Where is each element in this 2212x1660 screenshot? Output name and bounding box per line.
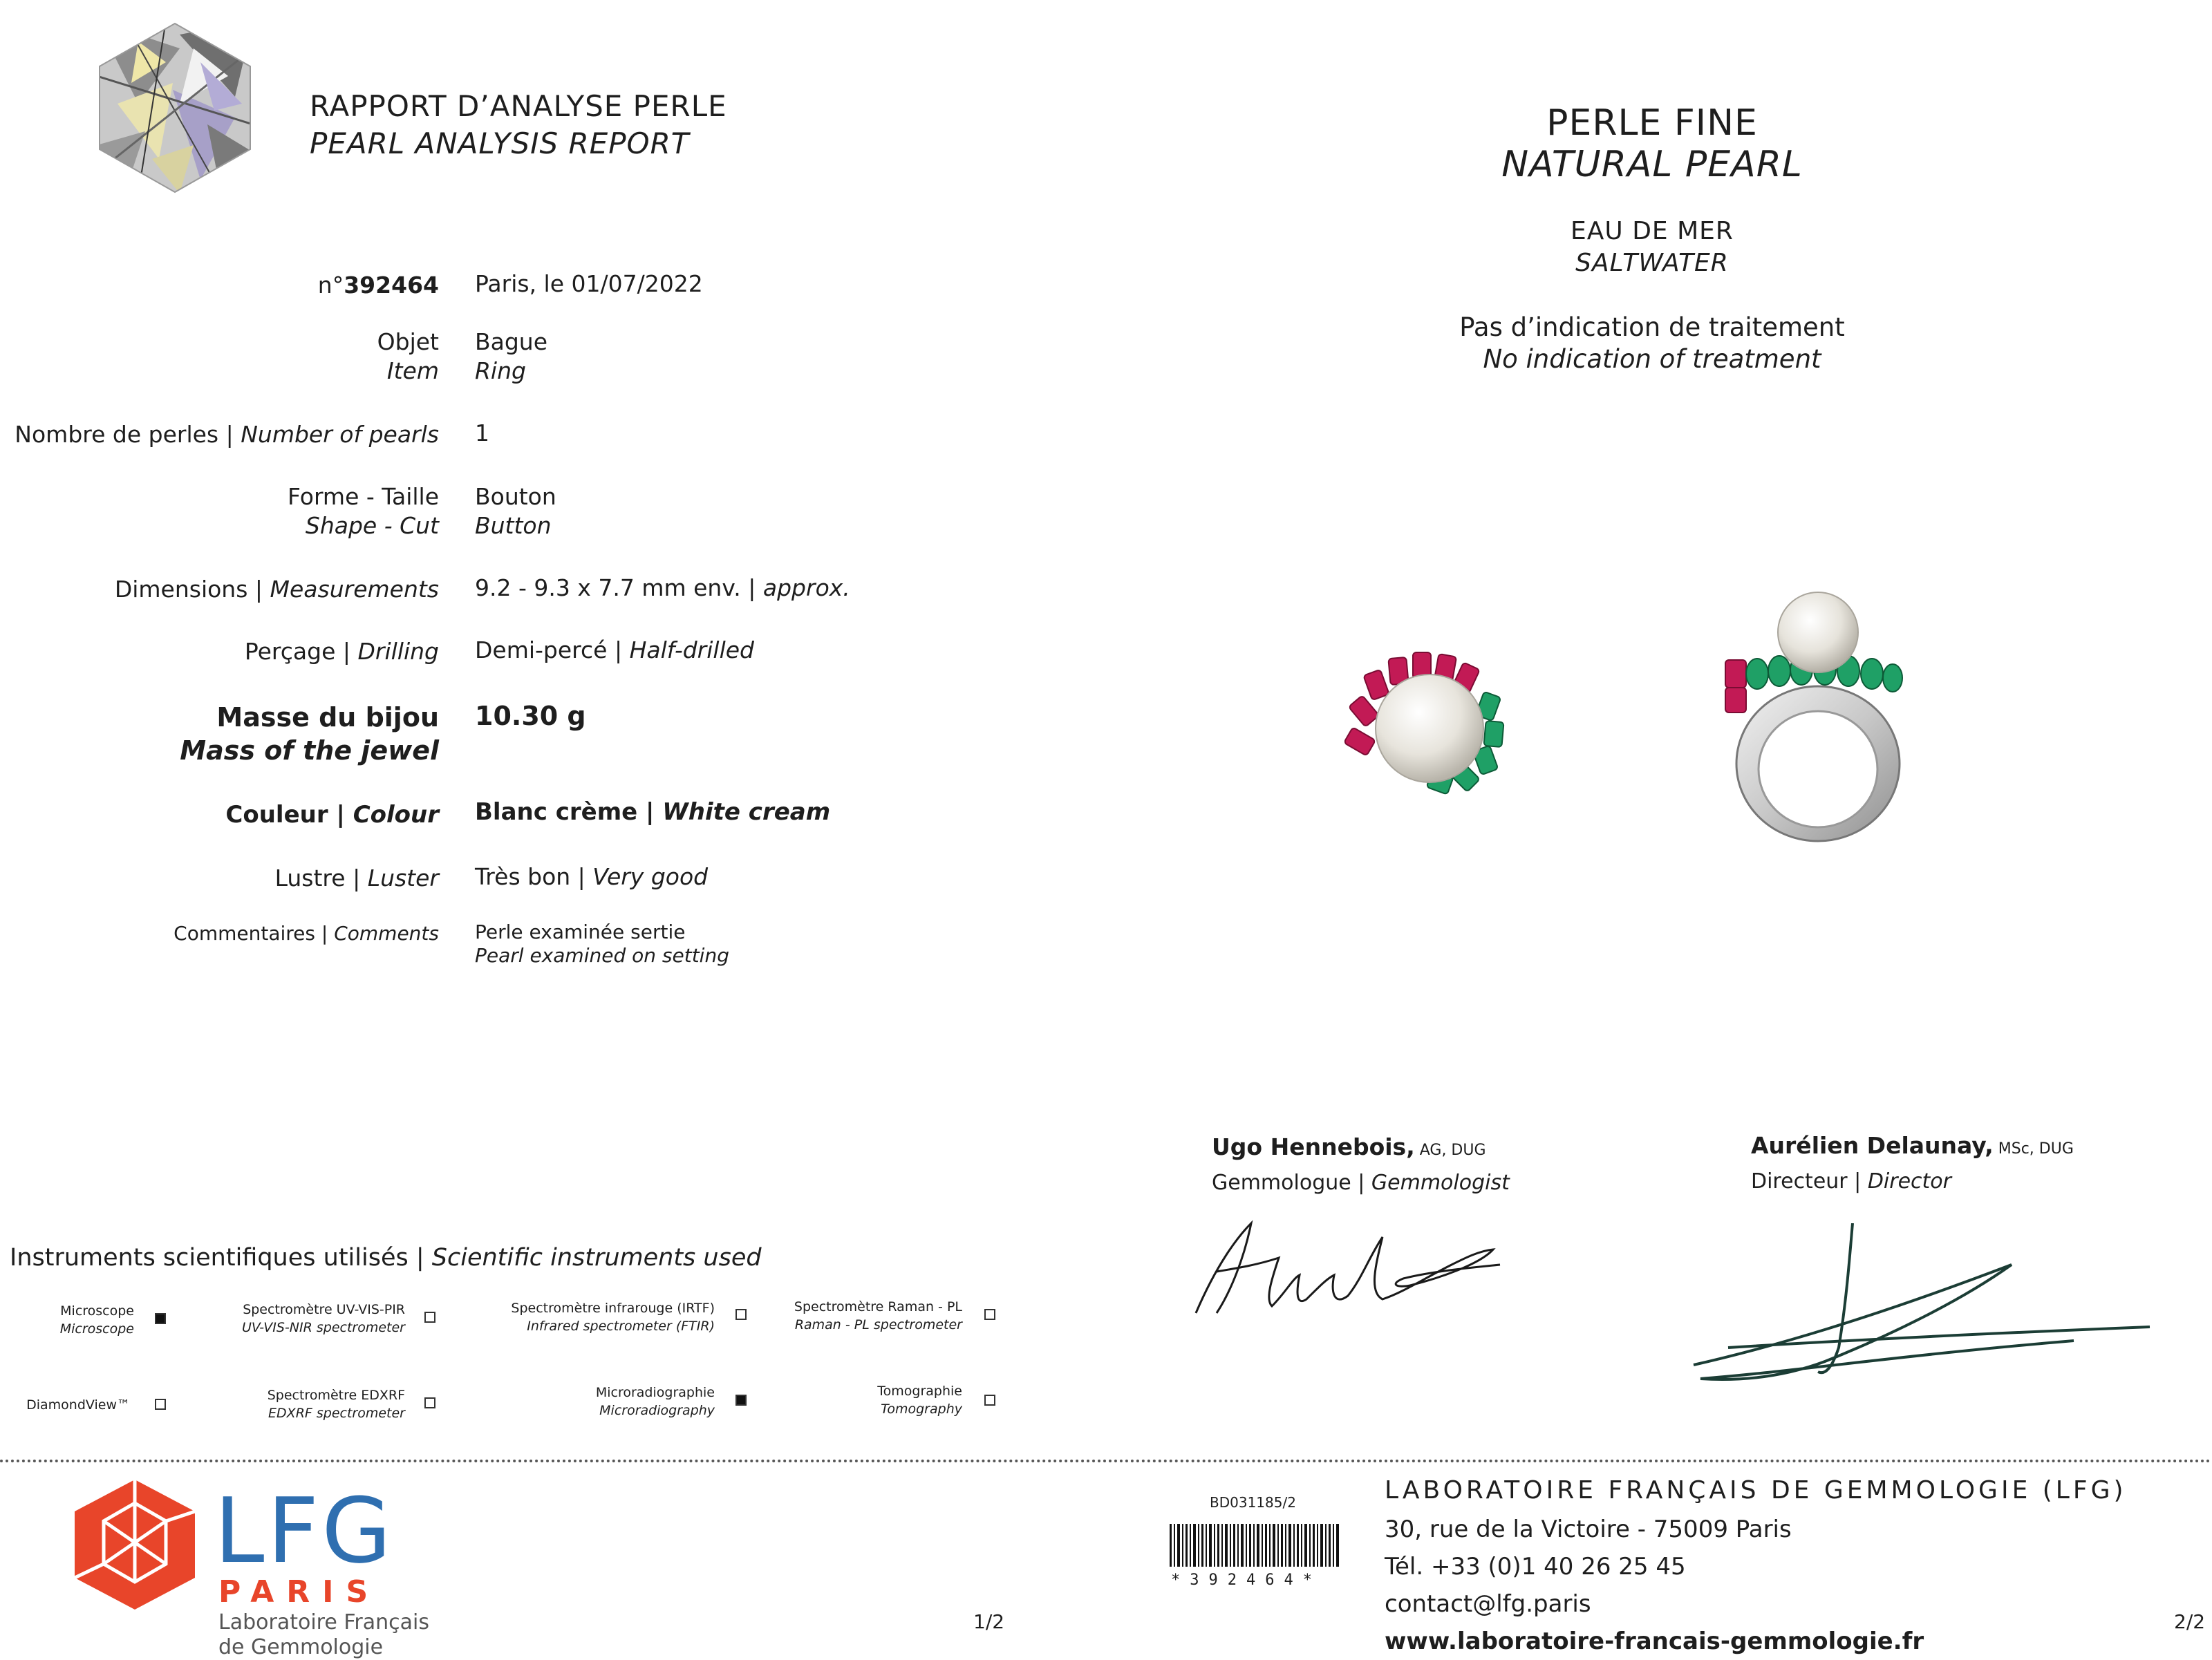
instrument-ftir: Spectromètre infrarouge (IRTF) Infrared spectrometer (FTIR): [511, 1301, 715, 1334]
treatment-fr: Pas d’indication de traitement: [1459, 312, 1845, 342]
shape-value: Bouton Button: [475, 483, 556, 539]
report-number: n°392464: [317, 272, 439, 299]
shape-label: Forme - Taille Shape - Cut: [287, 483, 439, 539]
item-label: Objet Item: [377, 328, 439, 384]
water-type-en: SALTWATER: [1575, 249, 1729, 277]
pearl-count-label: Nombre de perles | Number of pearls: [15, 421, 439, 448]
report-date: Paris, le 01/07/2022: [475, 270, 703, 297]
ring-side-view-photo: [1714, 591, 1922, 847]
lab-name: LABORATOIRE FRANÇAIS DE GEMMOLOGIE (LFG): [1385, 1476, 2127, 1505]
checkbox-edxrf: [424, 1397, 435, 1408]
checkbox-uvvis: [424, 1312, 435, 1323]
logo-paris-text: PARIS: [218, 1574, 381, 1610]
instrument-edxrf: Spectromètre EDXRF EDXRF spectrometer: [267, 1388, 405, 1421]
item-value: Bague Ring: [475, 328, 548, 384]
mass-label: Masse du bijou Mass of the jewel: [180, 702, 439, 766]
instrument-uvvis: Spectromètre UV-VIS-PIR UV-VIS-NIR spectrometer: [241, 1302, 405, 1335]
signatory-1-name: Ugo Hennebois, AG, DUG: [1212, 1133, 1486, 1160]
lab-address: 30, rue de la Victoire - 75009 Paris: [1385, 1516, 1792, 1543]
logo-lfg-text: LFG: [214, 1478, 394, 1583]
measurements-value: 9.2 - 9.3 x 7.7 mm env. | approx.: [475, 574, 850, 601]
hologram-seal: [97, 21, 253, 194]
instrument-microradiography: Microradiographie Microradiography: [595, 1385, 715, 1418]
checkbox-diamondview: [155, 1399, 166, 1410]
instrument-microscope: Microscope Microscope: [59, 1303, 134, 1337]
instruments-title: Instruments scientifiques utilisés | Scientific instruments used: [10, 1244, 762, 1272]
checkbox-raman: [984, 1309, 995, 1320]
conclusion-title-en: NATURAL PEARL: [1501, 144, 1803, 185]
signature-2: [1687, 1223, 2157, 1396]
lfg-logo-icon: [69, 1475, 200, 1614]
barcode: [1168, 1524, 1341, 1567]
lab-phone: Tél. +33 (0)1 40 26 25 45: [1385, 1553, 1686, 1581]
signatory-2-name: Aurélien Delaunay, MSc, DUG: [1751, 1132, 2074, 1159]
barcode-digits: *392464*: [1171, 1572, 1322, 1589]
comments-label: Commentaires | Comments: [174, 922, 439, 945]
conclusion-title-fr: PERLE FINE: [1546, 102, 1758, 144]
mass-value: 10.30 g: [475, 701, 586, 731]
water-type-fr: EAU DE MER: [1571, 217, 1734, 245]
page-number-right: 2/2: [2174, 1610, 2206, 1633]
luster-label: Lustre | Luster: [274, 865, 439, 892]
comments-value: Perle examinée sertie Pearl examined on setting: [475, 921, 729, 967]
instrument-diamondview: DiamondView™: [26, 1397, 130, 1413]
measurements-label: Dimensions | Measurements: [114, 576, 439, 603]
barcode-code: BD031185/2: [1210, 1494, 1296, 1511]
logo-lab-name: Laboratoire Français de Gemmologie: [218, 1610, 429, 1659]
drilling-label: Perçage | Drilling: [244, 638, 439, 665]
signatory-1-role: Gemmologue | Gemmologist: [1212, 1171, 1510, 1195]
colour-label: Couleur | Colour: [225, 801, 439, 829]
checkbox-tomography: [984, 1395, 995, 1406]
signature-1: [1175, 1209, 1521, 1361]
report-title-fr: RAPPORT D’ANALYSE PERLE: [310, 89, 727, 123]
signatory-2-role: Directeur | Director: [1751, 1169, 1951, 1194]
checkbox-microscope: [155, 1313, 166, 1324]
page-divider: [0, 1460, 2212, 1462]
colour-value: Blanc crème | White cream: [475, 798, 831, 826]
ring-top-view-photo: [1334, 636, 1528, 795]
instrument-tomography: Tomographie Tomography: [877, 1384, 962, 1417]
checkbox-microradiography: [735, 1395, 747, 1406]
report-title-en: PEARL ANALYSIS REPORT: [310, 126, 690, 160]
lab-website[interactable]: www.laboratoire-francais-gemmologie.fr: [1385, 1628, 1924, 1655]
pearl-count-value: 1: [475, 419, 489, 446]
instrument-raman: Spectromètre Raman - PL Raman - PL spectrometer: [794, 1299, 962, 1332]
drilling-value: Demi-percé | Half-drilled: [475, 636, 754, 663]
lab-email[interactable]: contact@lfg.paris: [1385, 1590, 1591, 1618]
page-number-left: 1/2: [973, 1610, 1005, 1633]
checkbox-ftir: [735, 1309, 747, 1320]
luster-value: Très bon | Very good: [475, 863, 709, 890]
treatment-en: No indication of treatment: [1483, 344, 1821, 374]
